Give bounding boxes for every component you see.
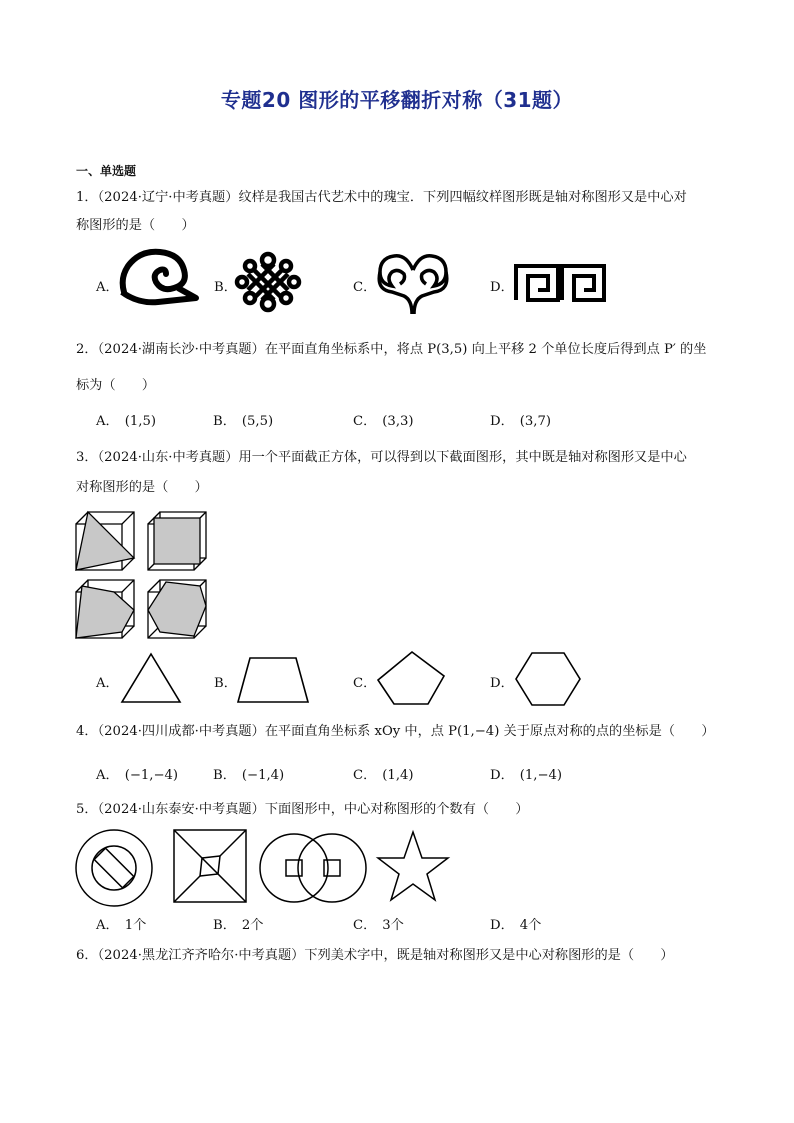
fret-pattern-icon — [514, 264, 606, 302]
option-b[interactable]: B． 2个 — [213, 918, 264, 933]
ring-with-bar-figure — [74, 828, 154, 908]
question-4-options — [96, 764, 736, 788]
question-number: 5． — [76, 802, 98, 817]
question-source: （2024·黑龙江齐齐哈尔·中考真题） — [97, 948, 305, 963]
option-b-label: B． — [214, 280, 237, 295]
option-d-label: D． — [490, 676, 514, 691]
section-heading: 一、单选题 — [76, 164, 137, 178]
question-2-options — [96, 410, 736, 434]
question-number: 2． — [76, 342, 98, 357]
question-1 — [76, 184, 726, 240]
option-d-label: D． — [490, 280, 514, 295]
question-source: （2024·湖南长沙·中考真题） — [97, 342, 265, 357]
option-b[interactable]: B． (5,5) — [213, 414, 274, 429]
option-b-label: B． — [214, 676, 237, 691]
option-c[interactable]: C． (3,3) — [353, 414, 414, 429]
question-text: 在平面直角坐标系 xOy 中，点 P(1,−4) 关于原点对称的点的坐标是（ ） — [264, 724, 715, 739]
triangle-icon — [120, 652, 182, 704]
question-text: 下面图形中，中心对称图形的个数有（ ） — [264, 802, 529, 817]
trapezoid-icon — [236, 656, 310, 704]
option-c-label: C． — [353, 676, 377, 691]
option-c-label: C． — [353, 280, 377, 295]
option-a[interactable]: A． (−1,−4) — [96, 768, 179, 783]
question-text-cont: 标为（ ） — [76, 378, 156, 393]
option-c[interactable]: C． (1,4) — [353, 768, 414, 783]
question-source: （2024·山东·中考真题） — [97, 450, 239, 465]
option-b[interactable]: B． (−1,4) — [213, 768, 285, 783]
question-number: 1． — [76, 190, 98, 205]
ruyi-cloud-icon — [376, 250, 450, 316]
question-text: 纹样是我国古代艺术中的瑰宝．下列四幅纹样图形既是轴对称图形又是中心对 — [238, 190, 687, 205]
option-d[interactable]: D． (1,−4) — [490, 768, 563, 783]
cube-section-figures — [74, 510, 214, 640]
question-text-cont: 称图形的是（ ） — [76, 218, 195, 233]
question-6 — [76, 942, 726, 970]
question-3 — [76, 443, 726, 503]
pinwheel-square-figure — [172, 828, 248, 904]
option-d[interactable]: D． 4个 — [490, 918, 542, 933]
question-4 — [76, 718, 726, 746]
question-2 — [76, 332, 726, 404]
page-title: 专题20 图形的平移翻折对称（31题） — [220, 88, 574, 112]
question-text-cont: 对称图形的是（ ） — [76, 480, 208, 495]
question-text: 下列美术字中，既是轴对称图形又是中心对称图形的是（ ） — [304, 948, 674, 963]
overlapping-coins-figure — [258, 832, 368, 904]
pentagon-icon — [376, 650, 446, 706]
question-5 — [76, 796, 726, 824]
question-source: （2024·辽宁·中考真题） — [97, 190, 239, 205]
option-a-label: A． — [96, 676, 119, 691]
star-figure — [376, 830, 450, 902]
option-d[interactable]: D． (3,7) — [490, 414, 552, 429]
chinese-knot-icon — [236, 252, 300, 312]
option-a[interactable]: A． 1个 — [96, 918, 147, 933]
question-source: （2024·四川成都·中考真题） — [97, 724, 265, 739]
question-text: 在平面直角坐标系中，将点 P(3,5) 向上平移 2 个单位长度后得到点 P′ 的坐 — [264, 342, 707, 357]
question-number: 3． — [76, 450, 98, 465]
spiral-cloud-icon — [118, 248, 198, 308]
question-number: 6． — [76, 948, 98, 963]
question-5-options — [96, 914, 736, 938]
question-source: （2024·山东泰安·中考真题） — [97, 802, 265, 817]
question-number: 4． — [76, 724, 98, 739]
hexagon-icon — [514, 651, 582, 707]
option-a[interactable]: A． (1,5) — [96, 414, 156, 429]
question-text: 用一个平面截正方体，可以得到以下截面图形，其中既是轴对称图形又是中心 — [238, 450, 687, 465]
option-a-label: A． — [96, 280, 119, 295]
option-c[interactable]: C． 3个 — [353, 918, 404, 933]
